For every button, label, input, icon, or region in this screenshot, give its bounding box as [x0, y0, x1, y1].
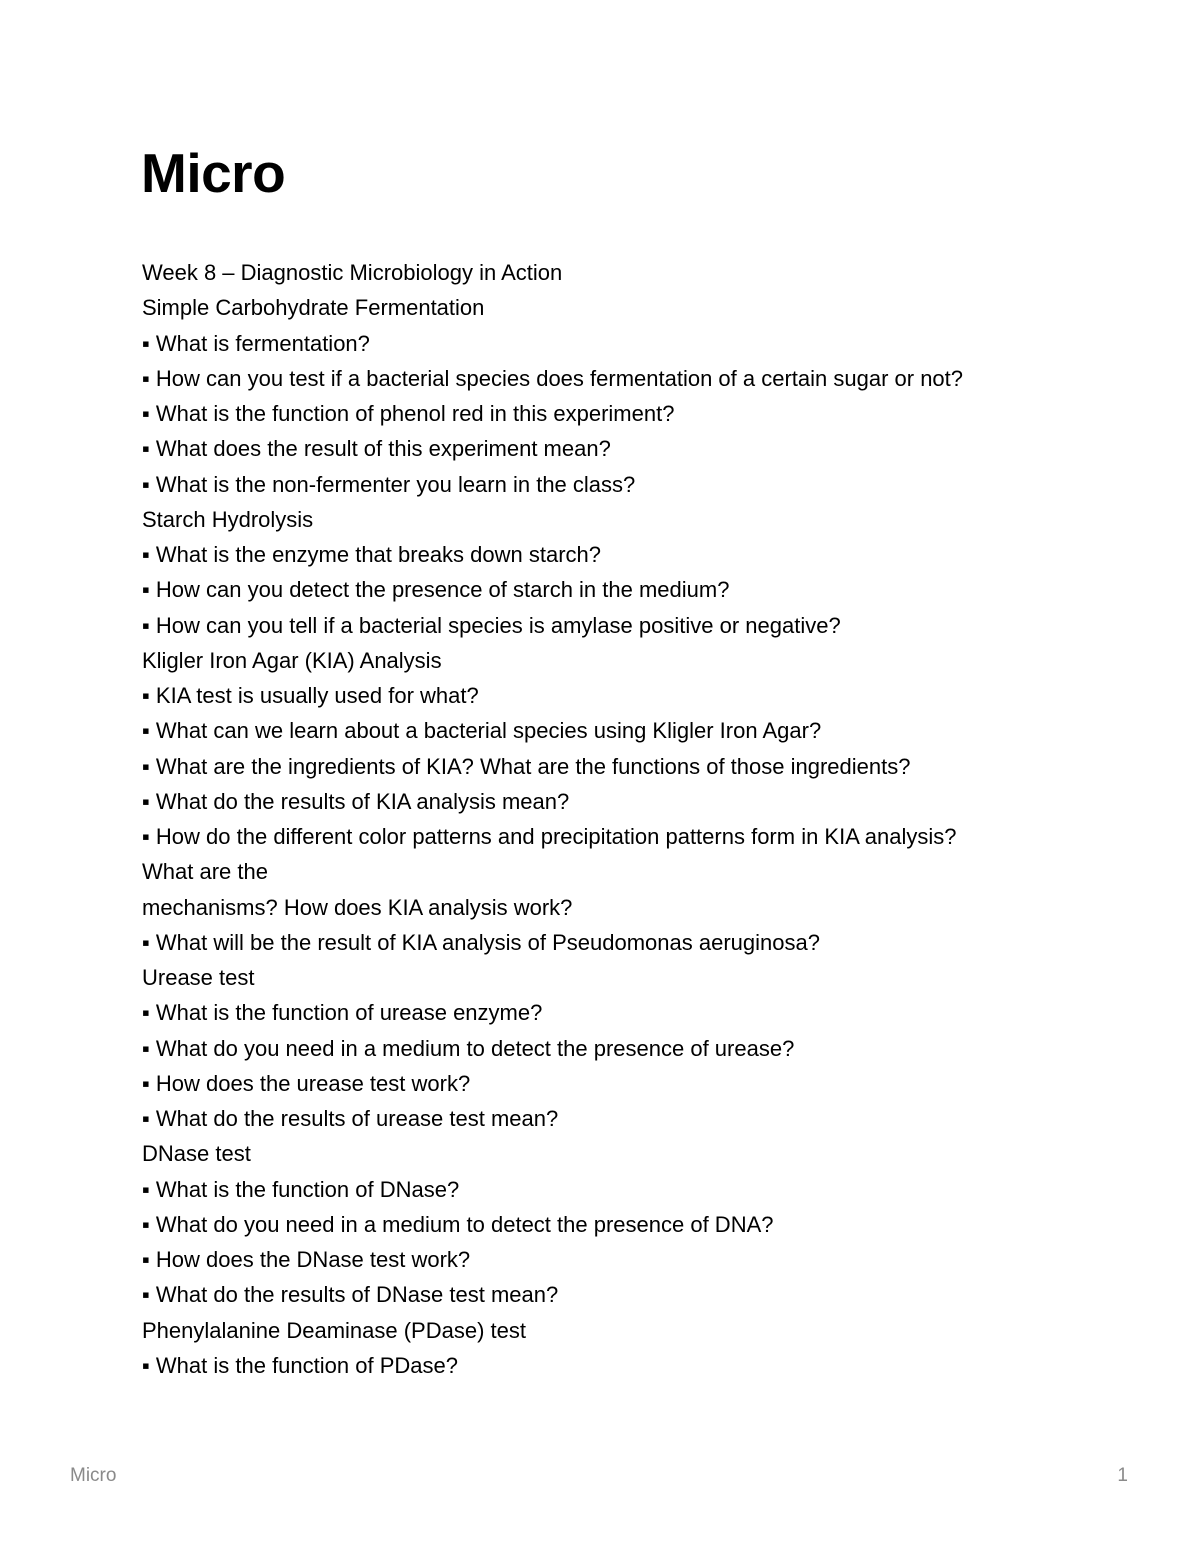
question-item: ▪ How can you tell if a bacterial species is amylase positive or negative? [142, 612, 841, 638]
question-item: ▪ How do the different color patterns and precipitation patterns form in KIA analysis? [142, 824, 957, 849]
question-item: ▪ What does the result of this experiment mean? [142, 436, 611, 462]
question-item: ▪ KIA test is usually used for what? [142, 683, 479, 708]
question-item: ▪ What is the non-fermenter you learn in the class? [142, 471, 636, 497]
footer-page-number: 1 [1117, 1465, 1128, 1486]
question-item: ▪ How can you test if a bacterial species does fermentation of a certain sugar or not? [142, 365, 964, 391]
question-item: ▪ How does the DNase test work? [142, 1247, 471, 1272]
week-heading: Week 8 – Diagnostic Microbiology in Action [142, 260, 563, 285]
section-heading-pdase: Phenylalanine Deaminase (PDase) test [142, 1317, 526, 1343]
question-item: ▪ What is the function of phenol red in this experiment? [142, 401, 675, 426]
question-item: ▪ What is the function of DNase? [142, 1176, 460, 1202]
question-item: ▪ What is the function of PDase? [142, 1352, 458, 1378]
question-item: ▪ What do you need in a medium to detect the presence of urease? [142, 1035, 795, 1061]
question-item: ▪ What will be the result of KIA analysis of Pseudomonas aeruginosa? [142, 929, 820, 955]
question-item: ▪ What is the function of urease enzyme? [142, 1000, 543, 1026]
section-heading-urease: Urease test [142, 965, 255, 990]
question-item: ▪ What do the results of urease test mean? [142, 1106, 559, 1131]
question-item: ▪ How does the urease test work? [142, 1070, 471, 1096]
question-continuation: What are the [142, 859, 268, 885]
question-item: ▪ What is fermentation? [142, 330, 370, 356]
section-heading-fermentation: Simple Carbohydrate Fermentation [142, 295, 485, 321]
footer-document-title: Micro [70, 1465, 117, 1486]
question-item: ▪ What do you need in a medium to detect the presence of DNA? [142, 1211, 774, 1237]
question-continuation: mechanisms? How does KIA analysis work? [142, 894, 573, 920]
question-item: ▪ What can we learn about a bacterial species using Kligler Iron Agar? [142, 718, 822, 744]
section-heading-kia: Kligler Iron Agar (KIA) Analysis [142, 647, 442, 673]
section-heading-dnase: DNase test [142, 1141, 251, 1167]
question-item: ▪ How can you detect the presence of starch in the medium? [142, 577, 730, 603]
question-item: ▪ What are the ingredients of KIA? What are the functions of those ingredients? [142, 753, 911, 779]
document-body [142, 255, 1142, 1383]
page-title: Micro [141, 142, 286, 204]
section-heading-starch: Starch Hydrolysis [142, 506, 314, 532]
question-item: ▪ What do the results of KIA analysis mean? [142, 788, 570, 814]
question-item: ▪ What do the results of DNase test mean? [142, 1282, 559, 1308]
question-item: ▪ What is the enzyme that breaks down starch? [142, 542, 602, 567]
